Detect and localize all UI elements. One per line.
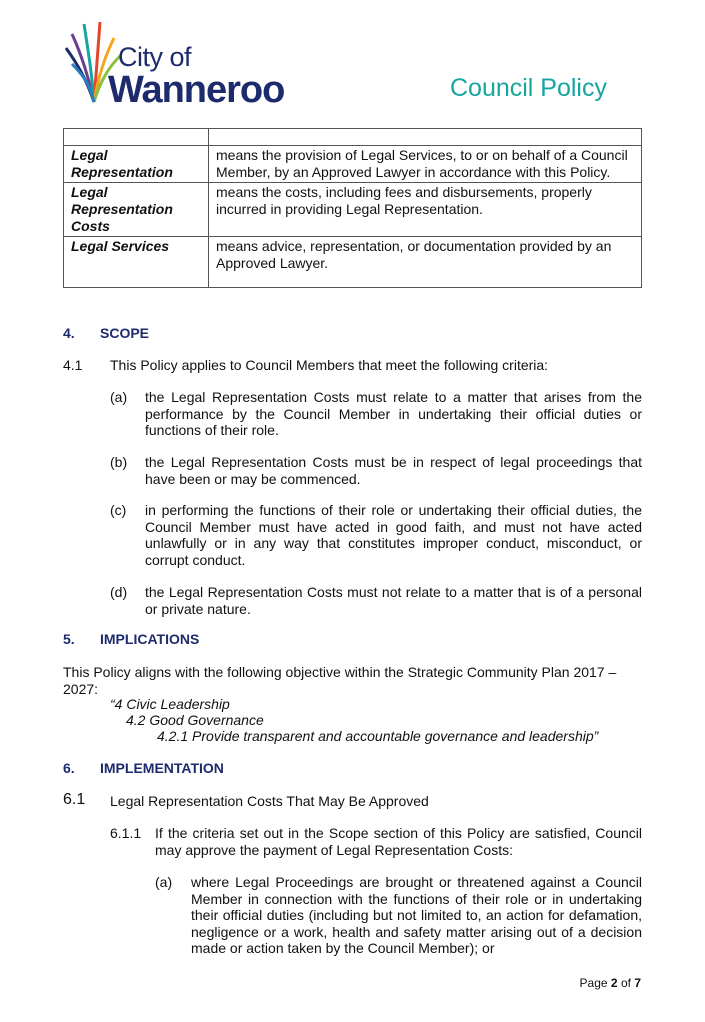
item-label: (a)	[155, 874, 173, 890]
table-row	[64, 237, 642, 288]
item-text: the Legal Representation Costs must be in respect of legal proceedings that have been or may be commenced.	[145, 454, 642, 487]
item-text: the Legal Representation Costs must relate to a matter that arises from the performance by the Council Member in undertaking their official duties or functions of their role.	[145, 389, 642, 438]
section-number: 6.	[63, 760, 75, 776]
definition-meaning: means the provision of Legal Services, to or on behalf of a Council Member, by an Approved Lawyer in accordance with this Policy.	[209, 146, 642, 183]
definition-term: Legal Representation Costs	[64, 183, 209, 237]
table-row	[64, 129, 642, 146]
page-number: 2	[610, 976, 618, 990]
item-text: where Legal Proceedings are brought or threatened against a Council Member in connection with the functions of their role or in undertaking their official duties (including but not limited to, an action for defamation, negligence or a work, health and safety matter arising out of a decision made or action taken by the Council Member); or	[191, 874, 642, 956]
item-label: (d)	[110, 584, 128, 600]
section-title: IMPLEMENTATION	[100, 760, 224, 776]
section-number: 4.	[63, 325, 75, 341]
clause-number: 4.1	[63, 357, 83, 373]
logo-wanneroo-text: Wanneroo	[108, 69, 285, 111]
section-number: 5.	[63, 631, 75, 647]
subsection-title: Legal Representation Costs That May Be Approved	[110, 793, 429, 809]
page-of: of	[620, 976, 631, 990]
table-row	[64, 183, 642, 237]
quote-line-3: 4.2.1 Provide transparent and accountable governance and leadership”	[157, 728, 599, 744]
logo-city-text: City of	[118, 42, 192, 72]
city-logo	[64, 18, 294, 111]
implications-text: This Policy aligns with the following objective within the Strategic Community Plan 2017 – 2027:	[63, 664, 617, 697]
item-label: (b)	[110, 454, 128, 470]
section-heading-implementation	[63, 760, 224, 776]
definition-meaning: means the costs, including fees and disbursements, properly incurred in providing Legal Representation.	[209, 183, 642, 237]
section-title: IMPLICATIONS	[100, 631, 200, 647]
clause-text: This Policy applies to Council Members that meet the following criteria:	[110, 357, 549, 373]
section-title: SCOPE	[100, 325, 150, 341]
clause-text: If the criteria set out in the Scope section of this Policy are satisfied, Council may approve the payment of Legal Representation Costs:	[155, 825, 642, 858]
page-prefix: Page	[579, 976, 608, 990]
clause-number: 6.1.1	[110, 825, 142, 841]
item-text: the Legal Representation Costs must not relate to a matter that is of a personal or private nature.	[145, 584, 642, 617]
item-text: in performing the functions of their role or undertaking their official duties, the Council Member must have acted in good faith, and must not have acted unlawfully or in any way that constitutes improper conduct, misconduct, or corrupt conduct.	[145, 502, 642, 568]
item-label: (c)	[110, 502, 127, 518]
page-total: 7	[634, 976, 641, 990]
definition-meaning	[209, 129, 642, 146]
subsection-number: 6.1	[63, 791, 86, 808]
item-label: (a)	[110, 389, 128, 405]
definition-term: Legal Representation	[64, 146, 209, 183]
page-footer	[580, 976, 641, 990]
definition-term: Legal Services	[64, 237, 209, 288]
section-heading-implications	[63, 631, 199, 647]
document-type-title: Council Policy	[449, 74, 607, 102]
quote-line-2: 4.2 Good Governance	[126, 712, 264, 728]
table-row	[64, 146, 642, 183]
quote-line-1: “4 Civic Leadership	[110, 696, 230, 712]
definitions-table	[63, 128, 642, 288]
definition-meaning: means advice, representation, or documentation provided by an Approved Lawyer.	[209, 237, 642, 288]
section-heading-scope	[63, 325, 149, 341]
definition-term	[64, 129, 209, 146]
